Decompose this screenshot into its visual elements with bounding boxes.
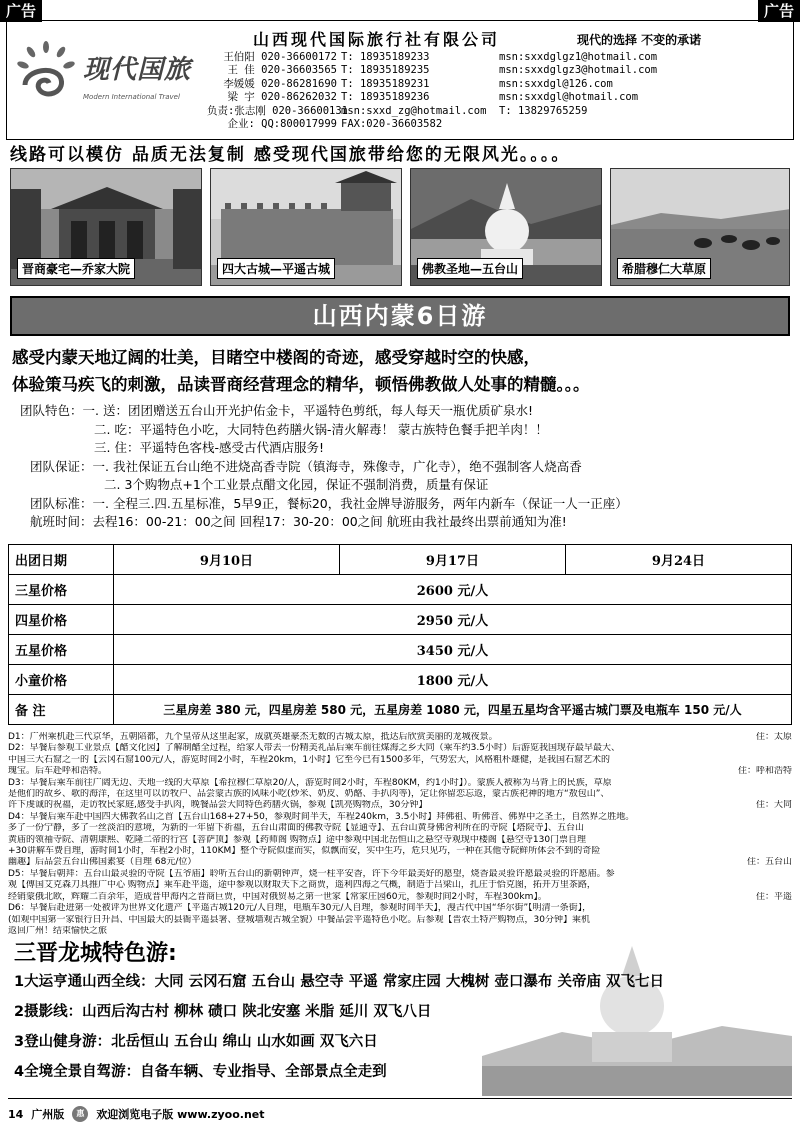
company-slogan: 现代的选择 不变的承诺 [577, 33, 702, 47]
price-value: 2600 元/人 [114, 575, 792, 605]
itinerary-text: 瑰宝。后车赴呼和浩特。 [8, 766, 108, 777]
itinerary-text: +30讲解车费自理，游时间1小时，车程2小时，110KM】整个寺院似虚而实，似飘而安，实中生巧，危只见巧，一种在其他寺院鲜所体会不到的奇险 [8, 846, 601, 857]
price-value: 1800 元/人 [114, 665, 792, 695]
itinerary-stay: 住：平遥 [755, 891, 792, 902]
contact-msn: msn:sxxd_zg@hotmail.com [341, 104, 487, 117]
itinerary-text: 许下虔诚的祝福，走访牧民家庭,感受手扒肉，晚餐品尝大同特色药膳火锅，参观【凯亮购物点，30分钟】 [8, 800, 428, 811]
flight-item: 去程16：00-21：00之间 回程17：30-20：00之间 航班由我社最终出票前通知为准! [92, 514, 567, 529]
price-value: 3450 元/人 [114, 635, 792, 665]
swirl-logo-icon [17, 41, 75, 103]
feature-line [20, 439, 790, 458]
contact-phone: T: 18935189233 [341, 51, 430, 63]
itinerary-line [8, 743, 792, 754]
itinerary-text: D6：早餐后赴进第一处被评为世界文化遗产【平遥古城120元/人自理，电瓶车30元/人自理，参观时间半天】，漫古代中国“华尔街”【明清一条街】， [8, 903, 592, 914]
itinerary-text: 返回广州！结束愉快之旅 [8, 925, 108, 936]
guarantee-label: 团队保证： [30, 458, 93, 474]
itinerary-stay: 住：大同 [755, 800, 792, 811]
itinerary-line [8, 857, 792, 868]
price-value: 2950 元/人 [114, 605, 792, 635]
price-table [8, 544, 792, 725]
feature-item: 一. 送：团团赠送五台山开光护佑金卡，平遥特色剪纸，每人每天一瓶优质矿泉水! [82, 403, 533, 418]
logo-subtitle: Modern International Travel [83, 93, 180, 101]
photo-qiao-family-compound [10, 168, 202, 286]
itinerary-text: D1：广州乘机赴三代京华，五朝陪都，九个皇帝从这里起家，成就英雄豪杰无数的古城太原，抵达后欣赏美丽的龙城夜景。 [8, 732, 498, 742]
table-row [9, 575, 792, 605]
tour-title: 山西内蒙6日游 [10, 296, 790, 336]
contact-msn: msn:sxxdgl@hotmail.com [499, 91, 639, 104]
contact-name: 王伯阳 020-36600172 [223, 51, 337, 63]
intro-text [12, 344, 792, 398]
itinerary-line [8, 846, 792, 857]
logo-name: 现代国旅 [83, 55, 192, 85]
pagoda-background-image [482, 936, 792, 1096]
contact-phone: T: 18935189236 [341, 91, 430, 104]
itinerary-text: 多了一份宁静，多了一丝淡泊的意境，为新的一年留下祈福，五台山肃面的佛教寺院【显通寺】、五台山黄身佛舍利所在的寺院【塔院寺】、五台山 [8, 823, 585, 834]
footer-link[interactable]: 欢迎浏览电子版 www.zyoo.net [96, 1108, 265, 1121]
contact-phone: T: 18935189235 [341, 64, 430, 77]
contact-msn: msn:sxxdglgz3@hotmail.com [499, 64, 658, 77]
photo-strip [10, 168, 790, 288]
photo-grassland [610, 168, 790, 286]
guarantee-item: 一. 我社保证五台山绝不进烧高香寺院（镇海寺，殊像寺，广化寺），绝不强制客人烧高香 [92, 458, 582, 474]
standard-label: 团队标准： [30, 495, 93, 511]
itinerary-text: D3：早餐后乘车前往广阔无边、天地一线的大草原【希拉穆仁草原20/人，游览时间2小时，车程80KM，约1小时】）。蒙族人被称为马背上的民族，草原 [8, 777, 612, 788]
itinerary-text: (如观中国第一家银行日升昌、中国最大的县衙平遥县署、登城墙观古城全貌）中餐品尝平遥特色小吃。后参观【晋农土特产购物点，30分钟】乘机 [8, 914, 590, 925]
itinerary-line [8, 800, 792, 811]
itinerary-line [8, 880, 792, 891]
note-label: 备 注 [9, 695, 114, 725]
photo-wutai-mountain [410, 168, 602, 286]
ad-label-right: 广告 [758, 0, 800, 22]
feature-line [20, 402, 790, 421]
contact-name: 李媛媛 020-86281690 [223, 77, 337, 90]
feature-item: 二. 吃：平遥特色小吃，大同特色药膳火锅-清火解毒！ 蒙古族特色餐手把羊肉！！ [94, 421, 548, 437]
intro-line: 感受内蒙天地辽阔的壮美，目睹空中楼阁的奇迹，感受穿越时空的快感， [12, 348, 540, 367]
itinerary-line [8, 766, 792, 777]
contact-msn: msn:sxxdglgz1@hotmail.com [499, 51, 658, 63]
page-footer [8, 1106, 265, 1122]
itinerary-stay: 住：呼和浩特 [737, 766, 792, 777]
itinerary-text: 观【傅国艾克森刀具推广中心 购物点】乘车赴平遥，途中参观以财取天下之商贾，遥利四海之气概，制造于吕梁山，扎庄于恰克图，拓开万里茶路， [8, 880, 596, 891]
contact-row [207, 118, 657, 131]
date-cell: 9月10日 [114, 545, 340, 575]
itinerary-line [8, 755, 792, 766]
guarantee-item: 二. 3个购物点+1个工业景点醋文化园，保证不强制消费，质量有保证 [104, 477, 489, 492]
photo-caption: 晋商豪宅—乔家大院 [17, 258, 135, 279]
itinerary-text: D2：早餐后参观工业景点【醋文化园】了解制醋全过程，给家人带去一份精美礼品后乘车前往煤海之乡大同（乘车约3.5小时）后游览我国现存最早最大、 [8, 743, 620, 754]
itinerary-line [8, 789, 792, 800]
itinerary-text: 黄庙的领袖寺院、清朝康熙、乾隆二帝的行宫【菩萨顶】参观【药师阁 购物点】途中参观中国北岳恒山之悬空寺观现中楼阁【悬空寺130门票自理 [8, 834, 587, 845]
tours-heading: 三晋龙城特色游: [14, 941, 177, 966]
contact-name: 负责:张志刚 020-36600131 [207, 104, 349, 117]
itinerary-text: 经销蒙俄北欧，辉耀二百余年，造成晋甲海内之晋商巨贾，中国对俄贸易之第一世家【常家庄园60元，参观时间2小时，车程300km】。 [8, 891, 547, 902]
badge-icon: 惠 [72, 1106, 88, 1122]
table-row [9, 635, 792, 665]
itinerary-text: 是他们的故乡、歌的海洋，在这里可以访牧户、品尝蒙古族的风味小吃(炒米、奶皮、奶酪、手扒肉等)，定让你留恋忘返，蒙古族祀神的地方“敖包山”、 [8, 789, 610, 800]
guarantee-line [20, 458, 790, 477]
table-row [9, 605, 792, 635]
header-box [6, 20, 794, 140]
tour-item: 1大运亨通山西全线：大同 云冈石窟 五台山 悬空寺 平遥 常家庄园 大槐树 壶口瀑布 关帝庙 双飞七日 [14, 974, 665, 990]
contact-list [207, 51, 657, 131]
price-label: 四星价格 [9, 605, 114, 635]
slogan-banner: 线路可以模仿 品质无法复制 感受现代国旅带给您的无限风光。。。。 [10, 145, 571, 165]
contact-row [207, 91, 657, 104]
contact-msn: msn:sxxdgl@126.com [499, 77, 613, 90]
standard-item: 一. 全程三.四.五星标准，5早9正，餐标20，我社金牌导游服务，两年内新车（保证一人一正座） [92, 495, 628, 511]
itinerary-line [8, 869, 792, 880]
itinerary-line [8, 812, 792, 823]
footer-divider [8, 1098, 792, 1099]
note-value: 三星房差 380 元，四星房差 580 元，五星房差 1080 元，四星五星均含平遥古城门票及电瓶车 150 元/人 [114, 695, 792, 725]
contact-row [207, 78, 657, 91]
itinerary-stay: 住：太原 [755, 732, 792, 742]
date-cell: 9月24日 [566, 545, 792, 575]
date-header-label: 出团日期 [9, 545, 114, 575]
itinerary-text: 中国三大石窟之一的【云冈石窟100元/人，游览时间2小时，车程20km，1小时】它至今已有1500多年，气势宏大，风格粗朴雄健，是我国石窟艺术的 [8, 754, 611, 765]
contact-row [207, 51, 657, 64]
itinerary-line [8, 892, 792, 903]
photo-caption: 希腊穆仁大草原 [617, 258, 711, 279]
contact-name: 王 佳 020-36603565 [227, 64, 337, 77]
contact-qq: 企业: QQ:800017999 [227, 118, 337, 131]
photo-pingyao-city [210, 168, 402, 286]
contact-row [207, 105, 657, 118]
table-row [9, 545, 792, 575]
company-logo [17, 41, 227, 111]
feature-label: 团队特色： [20, 403, 83, 418]
tour-item: 2摄影线：山西后沟古村 柳林 碛口 陕北安塞 米脂 延川 双飞八日 [14, 1004, 432, 1020]
itinerary-line [8, 915, 792, 926]
itinerary-text: D5：早餐后朝拜：五台山最灵验的寺院【五爷庙】聆听五台山的新朝钟声，烧一柱平安香，许下今年最美好的愿望，烧香最灵验许愿最灵验的许愿庙。参 [8, 868, 615, 879]
team-features [20, 402, 790, 532]
itinerary-line [8, 732, 792, 743]
tour-item: 3登山健身游：北岳恒山 五台山 绵山 山水如画 双飞六日 [14, 1034, 378, 1050]
page-number: 14 [8, 1107, 24, 1121]
feature-item: 三. 住：平遥特色客栈-感受古代酒店服务! [94, 440, 324, 455]
table-row [9, 665, 792, 695]
itinerary-line [8, 903, 792, 914]
price-label: 三星价格 [9, 575, 114, 605]
flight-line [20, 513, 790, 532]
contact-phone: T: 13829765259 [499, 104, 588, 117]
itinerary-text: D4：早餐后乘车赴中国四大佛教名山之首【五台山168+27+50，参观时间半天，车程240km，3.5小时】拜佛祖、听佛音、佛界中之圣土，自然界之胜地。 [8, 811, 635, 822]
ad-label-left: 广告 [0, 0, 42, 22]
featured-tours [8, 936, 792, 1092]
intro-line: 体验策马疾飞的刺激，品读晋商经营理念的精华，顿悟佛教做人处事的精髓。。。 [12, 375, 590, 394]
table-row [9, 695, 792, 725]
contact-row [207, 64, 657, 77]
contact-phone: T: 18935189231 [341, 77, 430, 90]
itinerary-line [8, 823, 792, 834]
flight-label: 航班时间： [30, 514, 93, 529]
photo-caption: 佛教圣地—五台山 [417, 258, 523, 279]
tour-item: 4全境全景自驾游：自备车辆、专业指导、全部景点全走到 [14, 1064, 387, 1080]
contact-fax: FAX:020-36603582 [341, 118, 443, 131]
contact-name: 梁 宇 020-86262032 [227, 91, 337, 104]
date-cell: 9月17日 [340, 545, 566, 575]
feature-line [20, 421, 790, 440]
price-label: 五星价格 [9, 635, 114, 665]
company-name: 山西现代国际旅行社有限公司 [253, 30, 501, 49]
itinerary-text: 幽趣】后品尝五台山佛国素宴（自理 68元/位） [8, 857, 197, 868]
standard-line [20, 495, 790, 514]
itinerary-line [8, 778, 792, 789]
photo-caption: 四大古城—平遥古城 [217, 258, 335, 279]
guarantee-line [20, 476, 790, 495]
price-label: 小童价格 [9, 665, 114, 695]
edition-label: 广州版 [31, 1108, 65, 1121]
itinerary-line [8, 835, 792, 846]
itinerary-stay: 住：五台山 [746, 857, 792, 868]
itinerary [8, 732, 792, 937]
